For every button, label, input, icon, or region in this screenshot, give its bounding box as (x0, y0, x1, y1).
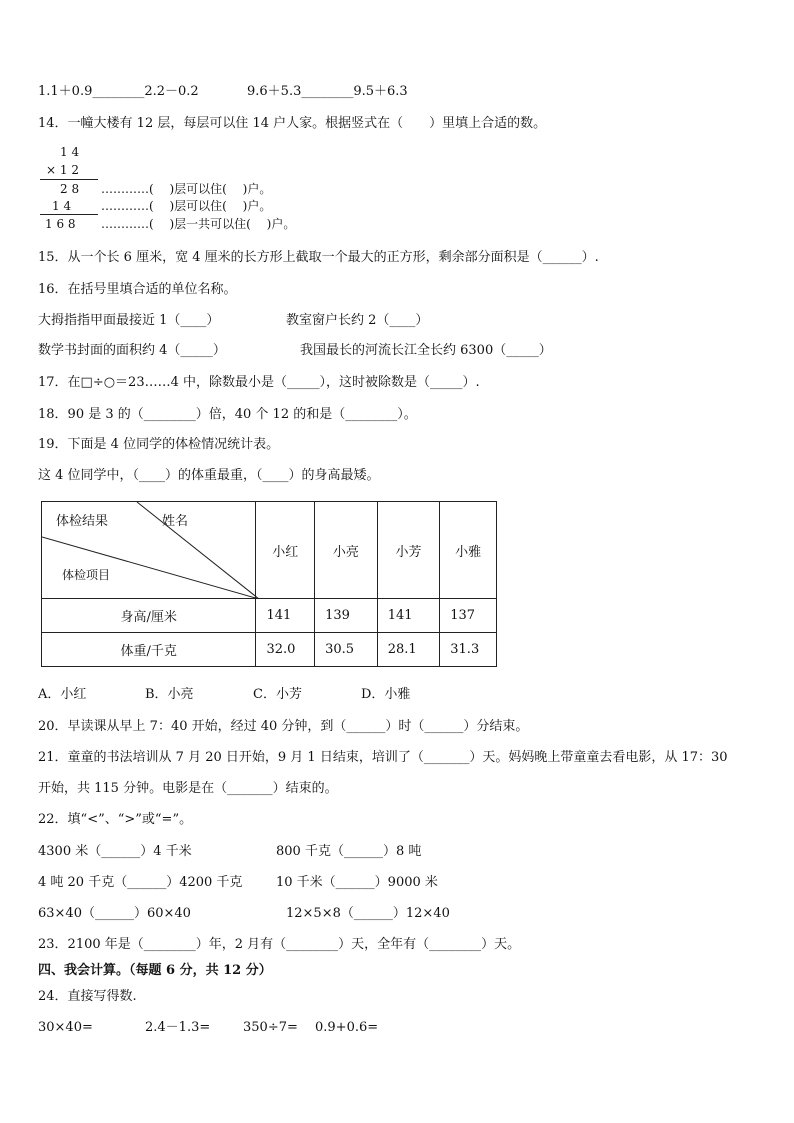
name-cell: 小红 (256, 502, 315, 599)
q21-line2: 开始，共 115 分钟。电影是在（_______）结束的。 (38, 781, 338, 796)
q19-option-c[interactable]: C．小芳 (253, 687, 302, 702)
q13-line-right (247, 83, 408, 101)
value-cell: 141 (377, 599, 440, 633)
q22-text: 22．填“<”、“>”或“=”。 (38, 812, 193, 827)
value-cell: 31.3 (440, 633, 497, 667)
q24-text: 24．直接写得数. (38, 989, 137, 1004)
q13-expr2: 2.2－0.2 (144, 84, 199, 99)
q23-text: 23．2100 年是（________）年，2 月有（________）天，全年有（________）天。 (38, 937, 521, 952)
q13-expr4: 9.5＋6.3 (353, 84, 408, 99)
row-label: 体重/千克 (42, 633, 256, 667)
q22-item-d: 10 千米（______）9000 米 (276, 875, 438, 890)
q17-text: 17．在□÷○＝23……4 中，除数最小是（_____），这时被除数是（_____）. (38, 375, 480, 390)
q14-vertical-row3: 2 8 (60, 182, 80, 196)
q24-item: 350÷7= (243, 1020, 298, 1035)
health-check-table (41, 501, 497, 667)
q19-text: 19．下面是 4 位同学的体检情况统计表。 (38, 437, 280, 452)
q13-blank2: ________ (301, 84, 354, 99)
section-4-heading: 四、我会计算。（每题 6 分，共 12 分） (38, 963, 272, 978)
value-cell: 28.1 (377, 633, 440, 667)
q16-text: 16．在括号里填合适的单位名称。 (38, 282, 237, 297)
q16-item-c: 数学书封面的面积约 4（_____） (38, 343, 226, 358)
q19-option-a[interactable]: A．小红 (38, 687, 87, 702)
q14-row4-note: …………( )层可以住( )户。 (101, 199, 272, 213)
q13-expr3: 9.6＋5.3 (247, 84, 302, 99)
q21-line1: 21．童童的书法培训从 7 月 20 日开始，9 月 1 日结束，培训了（_______）天。妈妈晚上带童童去看电影，从 17：30 (38, 750, 728, 765)
q15-text: 15．从一个长 6 厘米，宽 4 厘米的长方形上截取一个最大的正方形，剩余部分面积是（______）. (38, 250, 599, 265)
q24-item: 0.9+0.6= (315, 1020, 379, 1035)
header-name-label: 姓名 (162, 514, 189, 529)
q18-text: 18．90 是 3 的（________）倍，40 个 12 的和是（________）。 (38, 407, 417, 422)
q22-item-b: 800 千克（______）8 吨 (276, 844, 422, 859)
q22-item-e: 63×40（______）60×40 (38, 906, 191, 921)
q14-text: 14．一幢大楼有 12 层，每层可以住 14 户人家。根据竖式在（ ）里填上合适的数。 (38, 116, 547, 131)
q14-vertical-row5: 1 6 8 (45, 217, 76, 231)
row-label: 身高/厘米 (42, 599, 256, 633)
value-cell: 32.0 (256, 633, 315, 667)
q22-item-c: 4 吨 20 千克（______）4200 千克 (38, 875, 243, 890)
header-items-label: 体检项目 (62, 568, 111, 582)
value-cell: 30.5 (315, 633, 378, 667)
q19-option-d[interactable]: D．小雅 (361, 687, 411, 702)
q19-option-b[interactable]: B．小亮 (145, 687, 194, 702)
q20-text: 20．早读课从早上 7：40 开始，经过 40 分钟，到（______）时（______）分结束。 (38, 719, 529, 734)
q13-expr1: 1.1＋0.9 (38, 84, 93, 99)
q14-row3-note: …………( )层可以住( )户。 (101, 182, 272, 196)
q19-subtext: 这 4 位同学中，（____）的体重最重，（____）的身高最矮。 (38, 468, 380, 483)
q14-vertical-row2: × 1 2 (46, 163, 79, 177)
value-cell: 141 (256, 599, 315, 633)
q14-row5-note: …………( )层一共可以住( )户。 (101, 217, 296, 231)
name-cell: 小亮 (315, 502, 378, 599)
q24-item: 2.4－1.3= (145, 1020, 211, 1035)
name-cell: 小芳 (377, 502, 440, 599)
header-results-label: 体检结果 (56, 514, 109, 529)
q24-item: 30×40= (38, 1020, 93, 1035)
table-row (42, 633, 497, 667)
table-row (42, 599, 497, 633)
q13-line (38, 83, 199, 101)
value-cell: 139 (315, 599, 378, 633)
name-cell: 小雅 (440, 502, 497, 599)
q22-item-f: 12×5×8（______）12×40 (286, 906, 450, 921)
q16-item-a: 大拇指指甲面最接近 1（____） (38, 313, 220, 328)
q16-item-d: 我国最长的河流长江全长约 6300（_____） (300, 343, 552, 358)
q22-item-a: 4300 米（______）4 千米 (38, 844, 192, 859)
q13-blank1: ________ (92, 84, 145, 99)
q14-vertical-row1: 1 4 (60, 145, 80, 159)
q14-vertical-row4: 1 4 (52, 199, 72, 213)
table-header-diagonal-cell (42, 502, 256, 599)
q16-item-b: 教室窗户长约 2（____） (286, 313, 429, 328)
value-cell: 137 (440, 599, 497, 633)
